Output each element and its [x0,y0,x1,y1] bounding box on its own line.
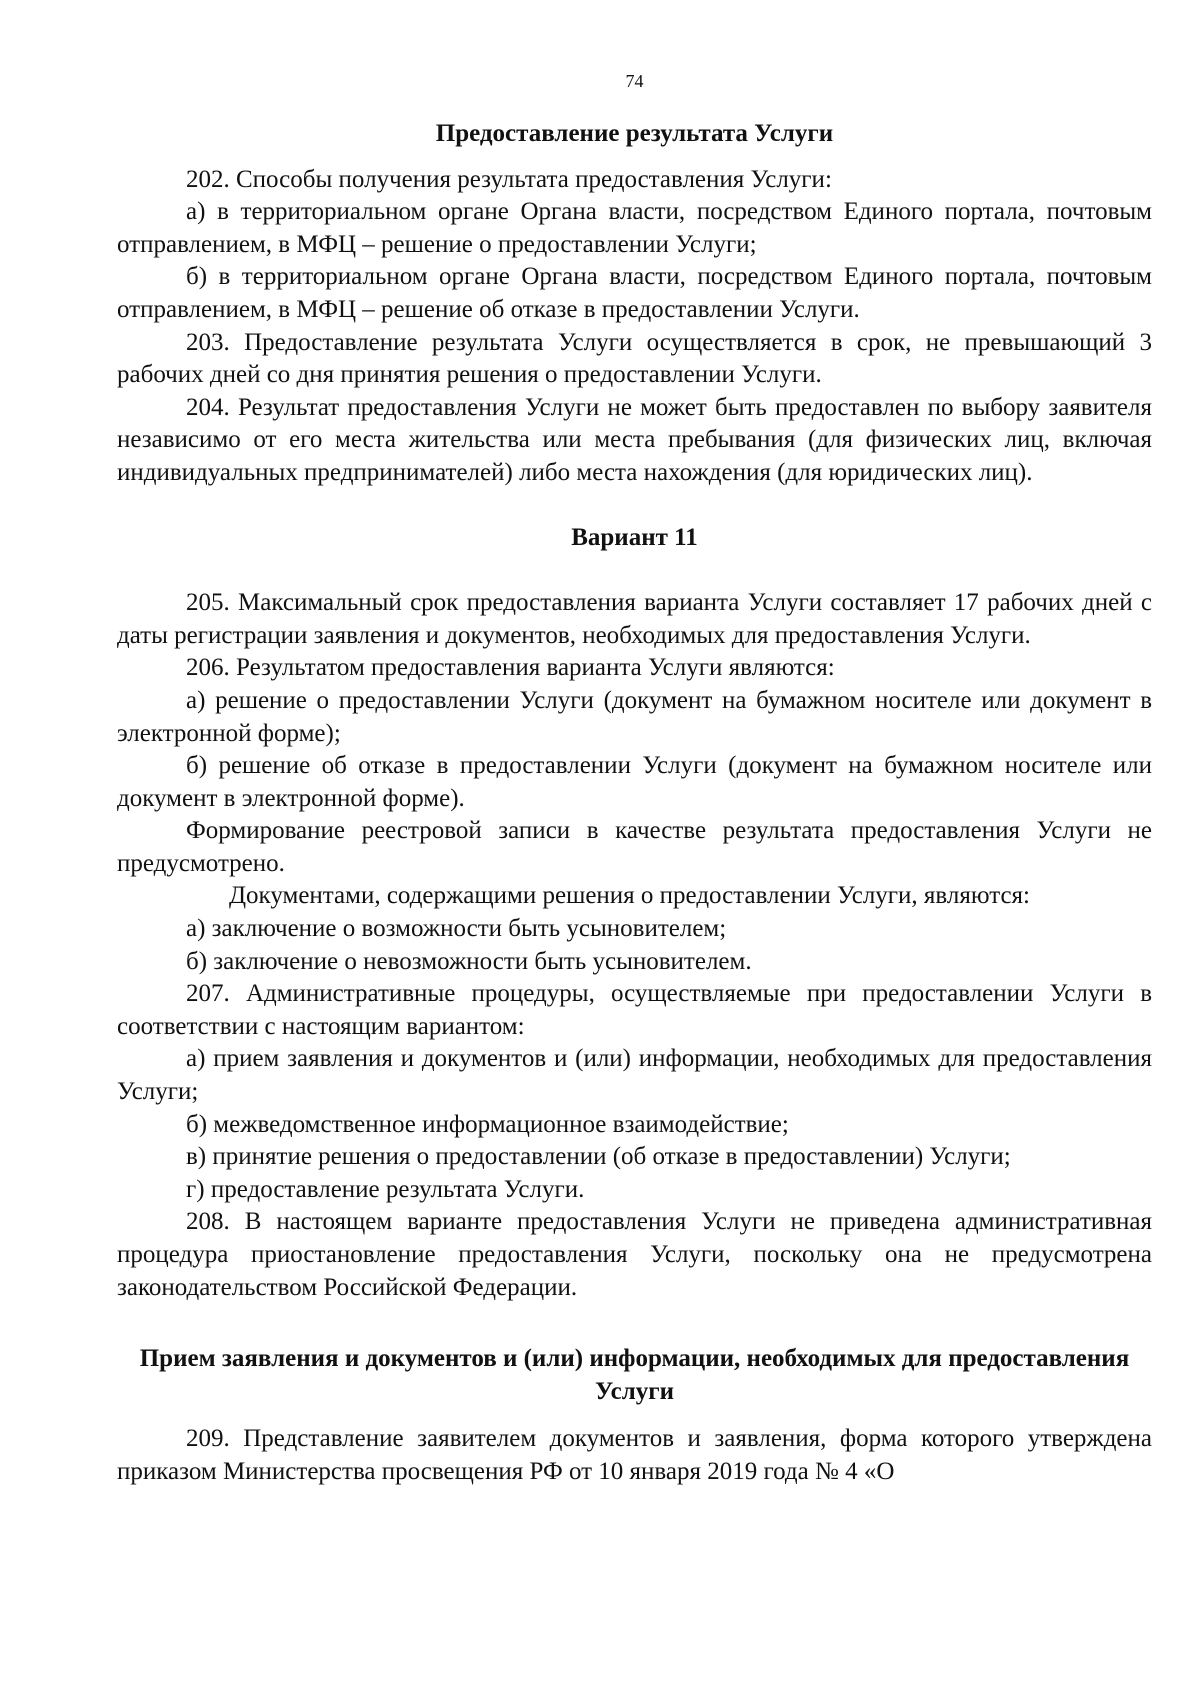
paragraph: 209. Представление заявителем документов и заявления, форма которого утверждена приказом Министерства просвещения РФ от 10 января 2019 года № 4 «О [117,1425,1152,1485]
paragraph: б) решение об отказе в предоставлении Услуги (документ на бумажном носителе или документ в электронной форме). [117,752,1152,812]
section-heading-result: Предоставление результата Услуги [435,120,834,147]
paragraph: а) в территориальном органе Органа власти, посредством Единого портала, почтовым отправлением, в МФЦ – решение о предоставлении Услуги; [117,198,1152,258]
paragraph: 206. Результатом предоставления варианта Услуги являются: [186,654,835,682]
paragraph: Формирование реестровой записи в качестве результата предоставления Услуги не предусмотрено. [117,817,1152,877]
paragraph: а) прием заявления и документов и (или) информации, необходимых для предоставления Услуги; [117,1045,1152,1106]
paragraph: 205. Максимальный срок предоставления варианта Услуги составляет 17 рабочих дней с даты регистрации заявления и документов, необходимых для предоставления Услуги. [117,589,1152,649]
paragraph: а) решение о предоставлении Услуги (документ на бумажном носителе или документ в электронной форме); [117,686,1152,747]
section-heading-variant: Вариант 11 [571,523,698,551]
paragraph: 203. Предоставление результата Услуги осуществляется в срок, не превышающий 3 рабочих дней со дня принятия решения о предоставлении Услуги. [117,328,1152,389]
paragraph: 207. Административные процедуры, осуществляемые при предоставлении Услуги в соответствии с настоящим вариантом: [117,980,1152,1040]
paragraph: б) в территориальном органе Органа власти, посредством Единого портала, почтовым отправлением, в МФЦ – решение об отказе в предоставлении Услуги. [117,263,1152,323]
paragraph: 202. Способы получения результата предоставления Услуги: [186,165,832,193]
paragraph: г) предоставление результата Услуги. [186,1175,585,1203]
page-number: 74 [625,71,644,91]
document-body [117,118,1152,1489]
section-heading-reception: Прием заявления и документов и (или) информации, необходимых для предоставления Услуги [139,1345,1130,1405]
paragraph: Документами, содержащими решения о предоставлении Услуги, являются: [229,882,1030,910]
paragraph: 204. Результат предоставления Услуги не может быть предоставлен по выбору заявителя независимо от его места жительства или места пребывания (для физических лиц, включая индивидуальных предпринимателей) либо места нахождения (для юридических лиц). [117,393,1152,486]
paragraph: б) заключение о невозможности быть усыновителем. [186,947,752,975]
paragraph: а) заключение о возможности быть усыновителем; [186,915,727,943]
paragraph: в) принятие решения о предоставлении (об отказе в предоставлении) Услуги; [186,1143,1011,1171]
paragraph: б) межведомственное информационное взаимодействие; [186,1110,789,1138]
document-page [117,0,1152,1697]
paragraph: 208. В настоящем варианте предоставления Услуги не приведена административная процедура приостановление предоставления Услуги, поскольку она не предусмотрена законодательством Российской Федерации. [117,1208,1152,1301]
